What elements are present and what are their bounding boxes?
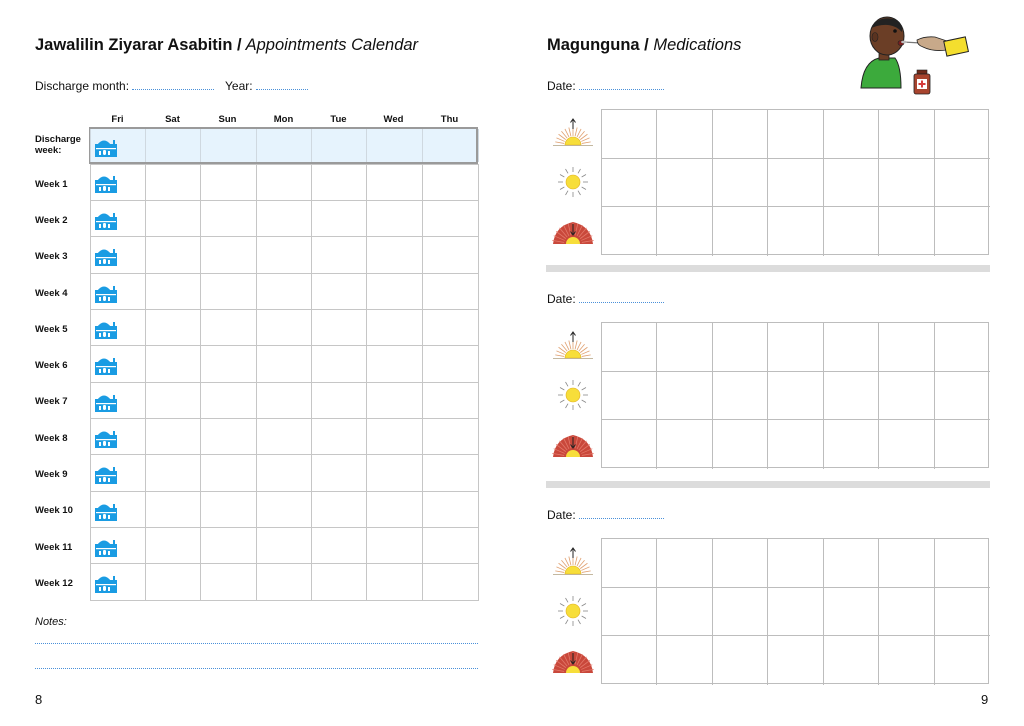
hospital-calendar-icon [94,281,118,303]
medication-cell[interactable] [602,636,657,685]
medication-cell[interactable] [657,372,712,421]
calendar-cell[interactable] [256,345,312,383]
medication-cell[interactable] [879,159,934,208]
medication-cell[interactable] [879,588,934,637]
medication-cell[interactable] [657,323,712,372]
hospital-calendar-icon [94,390,118,412]
discharge-month-label: Discharge month: [35,79,130,93]
calendar-cell[interactable] [256,527,312,564]
calendar-cell[interactable] [256,309,312,346]
medication-cell[interactable] [657,636,712,685]
calendar-cell[interactable] [311,527,367,564]
medication-cell[interactable] [935,420,990,469]
medication-cell[interactable] [879,636,934,685]
year-field[interactable] [256,80,308,90]
medication-grid[interactable] [601,109,989,255]
calendar-cell[interactable] [145,382,201,419]
hospital-calendar-icon [94,499,118,521]
calendar-cell[interactable] [422,273,479,310]
day-header: Thu [440,114,459,125]
hospital-calendar-icon [94,353,118,375]
medication-grid[interactable] [601,538,989,684]
calendar-cell[interactable] [145,200,201,237]
notes-line[interactable] [35,643,478,644]
date-label: Date: [547,79,576,93]
calendar-cell[interactable] [256,418,312,455]
medications-title-bold: Magunguna / [547,36,649,54]
calendar-cell[interactable] [200,273,257,310]
week-label: Week 10 [35,505,73,516]
calendar-cell[interactable] [200,563,257,601]
medication-cell[interactable] [657,110,712,159]
medication-cell[interactable] [824,110,879,159]
medication-cell[interactable] [879,207,934,256]
calendar-cell[interactable] [422,164,479,201]
medication-cell[interactable] [713,539,768,588]
medication-cell[interactable] [602,420,657,469]
calendar-cell[interactable] [145,491,201,528]
calendar-cell[interactable] [200,200,257,237]
week-label: Week 11 [35,542,73,553]
sunset-icon [551,212,595,253]
medication-cell[interactable] [935,588,990,637]
calendar-cell[interactable] [200,382,257,419]
medication-cell[interactable] [657,207,712,256]
medication-cell[interactable] [935,110,990,159]
calendar-cell[interactable] [311,309,367,346]
week-label: Week 2 [35,215,68,226]
calendar-cell[interactable] [366,454,423,492]
medication-cell[interactable] [824,372,879,421]
week-label: Week 1 [35,179,68,190]
medication-cell[interactable] [657,588,712,637]
hospital-calendar-icon [94,208,118,230]
calendar-cell[interactable] [311,345,367,383]
discharge-week-label-line1: Discharge [35,134,81,145]
calendar-cell[interactable] [366,236,423,274]
calendar-cell[interactable] [200,418,257,455]
medication-cell[interactable] [713,207,768,256]
medication-cell[interactable] [657,539,712,588]
calendar-cell[interactable] [145,309,201,346]
medication-cell[interactable] [879,323,934,372]
calendar-cell[interactable] [422,563,479,601]
medication-cell[interactable] [824,159,879,208]
sunrise-icon [551,115,595,156]
week-label: Week 9 [35,469,68,480]
calendar-cell[interactable] [366,273,423,310]
calendar-cell[interactable] [256,236,312,274]
hospital-calendar-icon [94,462,118,484]
medication-cell[interactable] [768,636,823,685]
medication-cell[interactable] [879,372,934,421]
calendar-title [35,36,418,55]
medication-cell[interactable] [602,588,657,637]
medications-title-italic: Medications [648,36,742,54]
discharge-week-cell[interactable] [145,129,201,162]
calendar-cell[interactable] [145,164,201,201]
calendar-cell[interactable] [366,382,423,419]
calendar-cell[interactable] [422,491,479,528]
calendar-cell[interactable] [200,345,257,383]
medication-cell[interactable] [713,323,768,372]
discharge-week-cell[interactable] [200,129,257,162]
calendar-cell[interactable] [256,200,312,237]
calendar-cell[interactable] [366,345,423,383]
medication-cell[interactable] [824,636,879,685]
date-field[interactable] [579,293,664,303]
calendar-cell[interactable] [145,345,201,383]
calendar-cell[interactable] [145,454,201,492]
medication-cell[interactable] [935,636,990,685]
calendar-cell[interactable] [422,382,479,419]
calendar-cell[interactable] [256,273,312,310]
calendar-cell[interactable] [366,563,423,601]
calendar-cell[interactable] [422,309,479,346]
calendar-cell[interactable] [256,491,312,528]
medication-cell[interactable] [768,159,823,208]
medication-cell[interactable] [824,420,879,469]
calendar-cell[interactable] [200,527,257,564]
calendar-cell[interactable] [200,454,257,492]
date-field[interactable] [579,80,664,90]
medication-cell[interactable] [768,420,823,469]
medication-grid[interactable] [601,322,989,468]
week-label: Week 4 [35,288,68,299]
medication-cell[interactable] [713,372,768,421]
date-row [547,508,664,522]
medication-cell[interactable] [768,207,823,256]
midday-sun-icon [551,164,595,205]
medication-cell[interactable] [935,323,990,372]
medication-cell[interactable] [768,588,823,637]
medication-cell[interactable] [713,420,768,469]
calendar-cell[interactable] [311,454,367,492]
week-label: Week 5 [35,324,68,335]
boy-taking-medicine-illustration [855,12,970,98]
medication-cell[interactable] [824,323,879,372]
day-header: Wed [383,114,404,125]
notes-line[interactable] [35,668,478,669]
calendar-cell[interactable] [366,491,423,528]
calendar-cell[interactable] [256,454,312,492]
medication-cell[interactable] [657,420,712,469]
midday-sun-icon [551,377,595,418]
week-label: Week 8 [35,433,68,444]
medication-cell[interactable] [713,159,768,208]
calendar-cell[interactable] [256,164,312,201]
hospital-calendar-icon [94,317,118,339]
calendar-cell[interactable] [422,200,479,237]
hospital-calendar-icon [94,571,118,593]
year-label: Year: [225,79,253,93]
discharge-week-label [35,134,81,156]
date-row [547,79,664,93]
page-number-right: 9 [981,692,989,707]
date-field[interactable] [579,509,664,519]
sunrise-icon [551,328,595,369]
medication-cell[interactable] [713,636,768,685]
calendar-cell[interactable] [145,236,201,274]
page-number-left: 8 [35,692,43,707]
sunset-icon [551,425,595,466]
medication-cell[interactable] [768,372,823,421]
calendar-cell[interactable] [422,527,479,564]
midday-sun-icon [551,593,595,634]
calendar-cell[interactable] [311,236,367,274]
calendar-cell[interactable] [311,200,367,237]
date-label: Date: [547,292,576,306]
section-separator [546,265,990,272]
medication-cell[interactable] [602,110,657,159]
medication-cell[interactable] [935,372,990,421]
hospital-calendar-icon [94,535,118,557]
calendar-cell[interactable] [145,273,201,310]
calendar-cell[interactable] [366,200,423,237]
section-separator [546,481,990,488]
date-row [547,292,664,306]
calendar-cell[interactable] [200,236,257,274]
calendar-cell[interactable] [311,273,367,310]
calendar-title-italic: Appointments Calendar [241,36,419,54]
calendar-cell[interactable] [422,345,479,383]
discharge-week-cell[interactable] [422,129,479,162]
medication-cell[interactable] [768,110,823,159]
medication-cell[interactable] [602,159,657,208]
calendar-cell[interactable] [200,309,257,346]
medication-cell[interactable] [879,110,934,159]
calendar-cell[interactable] [422,454,479,492]
week-label: Week 3 [35,251,68,262]
medication-cell[interactable] [713,110,768,159]
calendar-cell[interactable] [145,418,201,455]
medication-cell[interactable] [879,539,934,588]
hospital-calendar-icon [94,244,118,266]
notes-label: Notes: [35,616,67,628]
medications-title [547,36,741,55]
calendar-cell[interactable] [200,164,257,201]
calendar-cell[interactable] [200,491,257,528]
medication-cell[interactable] [602,372,657,421]
discharge-month-field[interactable] [132,80,214,90]
calendar-cell[interactable] [366,527,423,564]
calendar-cell[interactable] [256,382,312,419]
calendar-cell[interactable] [366,309,423,346]
calendar-cell[interactable] [311,382,367,419]
medication-cell[interactable] [935,539,990,588]
day-header: Mon [273,114,294,125]
date-label: Date: [547,508,576,522]
day-header: Sun [218,114,237,125]
medication-cell[interactable] [824,539,879,588]
discharge-week-cell[interactable] [311,129,367,162]
day-header: Tue [330,114,347,125]
hospital-calendar-icon [94,171,118,193]
discharge-week-cell[interactable] [366,129,423,162]
calendar-cell[interactable] [311,418,367,455]
medication-cell[interactable] [935,159,990,208]
calendar-cell[interactable] [145,563,201,601]
year-row [225,79,308,93]
medication-cell[interactable] [879,420,934,469]
calendar-cell[interactable] [422,418,479,455]
calendar-cell[interactable] [366,164,423,201]
discharge-month-row [35,79,214,93]
calendar-cell[interactable] [311,491,367,528]
hospital-calendar-icon [94,135,118,157]
day-header: Sat [165,114,180,125]
medication-cell[interactable] [768,323,823,372]
medication-cell[interactable] [768,539,823,588]
calendar-cell[interactable] [311,563,367,601]
week-label: Week 7 [35,396,68,407]
calendar-cell[interactable] [422,236,479,274]
week-label: Week 12 [35,578,73,589]
week-label: Week 6 [35,360,68,371]
calendar-cell[interactable] [366,418,423,455]
medication-cell[interactable] [602,323,657,372]
hospital-calendar-icon [94,426,118,448]
day-header: Fri [111,114,124,125]
sunset-icon [551,641,595,682]
calendar-cell[interactable] [256,563,312,601]
discharge-week-label-line2: week: [35,145,62,156]
calendar-cell[interactable] [311,164,367,201]
calendar-title-bold: Jawalilin Ziyarar Asabitin / [35,36,242,54]
medication-cell[interactable] [824,207,879,256]
calendar-cell[interactable] [145,527,201,564]
medication-cell[interactable] [824,588,879,637]
medication-cell[interactable] [602,207,657,256]
medication-cell[interactable] [935,207,990,256]
discharge-week-cell[interactable] [256,129,312,162]
medication-cell[interactable] [657,159,712,208]
sunrise-icon [551,544,595,585]
medication-cell[interactable] [602,539,657,588]
medication-cell[interactable] [713,588,768,637]
